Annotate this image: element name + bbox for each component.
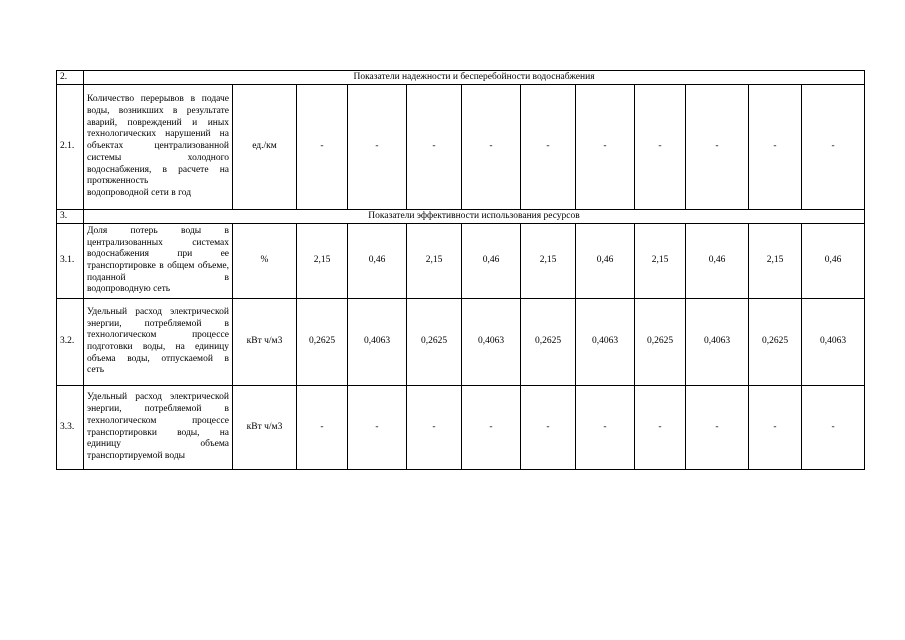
value-cell: - (686, 386, 749, 470)
value-cell: 2,15 (297, 224, 348, 299)
value-cell: - (348, 85, 407, 210)
value-cell: 0,46 (462, 224, 521, 299)
unit-cell: % (233, 224, 297, 299)
unit-cell: кВт ч/м3 (233, 299, 297, 386)
value-cell: 0,2625 (407, 299, 462, 386)
row-number: 2.1. (57, 85, 84, 210)
value-cell: - (521, 386, 576, 470)
value-cell: - (297, 85, 348, 210)
row-number: 3.3. (57, 386, 84, 470)
value-cell: 2,15 (407, 224, 462, 299)
section-row (57, 71, 865, 85)
row-number: 3.2. (57, 299, 84, 386)
value-cell: 0,4063 (686, 299, 749, 386)
indicator-description: Удельный расход электрической энергии, потребляемой в технологическом процессе подготовки воды, на единицу объема воды, отпускаемой в сеть (84, 299, 233, 386)
value-cell: - (521, 85, 576, 210)
value-cell: 2,15 (749, 224, 802, 299)
value-cell: 0,4063 (462, 299, 521, 386)
value-cell: - (576, 386, 635, 470)
value-cell: 0,46 (802, 224, 865, 299)
indicator-description: Удельный расход электрической энергии, потребляемой в технологическом процессе транспортировки воды, на единицу объема транспортируемой воды (84, 386, 233, 470)
value-cell: - (407, 85, 462, 210)
value-cell: - (462, 386, 521, 470)
value-cell: - (297, 386, 348, 470)
unit-cell: кВт ч/м3 (233, 386, 297, 470)
row-number: 3.1. (57, 224, 84, 299)
section-title: Показатели надежности и бесперебойности водоснабжения (84, 71, 865, 85)
section-number: 3. (57, 210, 84, 224)
table-row (57, 224, 865, 299)
value-cell: 0,2625 (297, 299, 348, 386)
value-cell: 0,4063 (802, 299, 865, 386)
unit-cell: ед./км (233, 85, 297, 210)
indicator-description: Количество перерывов в подаче воды, возникших в результате аварий, повреждений и иных технологических нарушений на объектах централизованной системы холодного водоснабжения, в расчете на протяженность водопроводной сети в год (84, 85, 233, 210)
value-cell: - (686, 85, 749, 210)
indicator-description: Доля потерь воды в централизованных системах водоснабжения при ее транспортировке в общем объеме, поданной в водопроводную сеть (84, 224, 233, 299)
value-cell: 0,4063 (576, 299, 635, 386)
value-cell: 0,4063 (348, 299, 407, 386)
value-cell: 2,15 (521, 224, 576, 299)
section-number: 2. (57, 71, 84, 85)
value-cell: - (635, 85, 686, 210)
section-row (57, 210, 865, 224)
value-cell: 0,46 (686, 224, 749, 299)
value-cell: - (576, 85, 635, 210)
value-cell: 0,2625 (521, 299, 576, 386)
value-cell: - (802, 85, 865, 210)
section-title: Показатели эффективности использования ресурсов (84, 210, 865, 224)
value-cell: 2,15 (635, 224, 686, 299)
value-cell: - (749, 85, 802, 210)
table-row (57, 85, 865, 210)
value-cell: 0,46 (348, 224, 407, 299)
value-cell: 0,2625 (635, 299, 686, 386)
table-row (57, 386, 865, 470)
indicators-table (56, 70, 865, 470)
value-cell: - (407, 386, 462, 470)
value-cell: - (749, 386, 802, 470)
value-cell: - (348, 386, 407, 470)
value-cell: 0,46 (576, 224, 635, 299)
value-cell: - (635, 386, 686, 470)
table-row (57, 299, 865, 386)
value-cell: 0,2625 (749, 299, 802, 386)
value-cell: - (802, 386, 865, 470)
value-cell: - (462, 85, 521, 210)
